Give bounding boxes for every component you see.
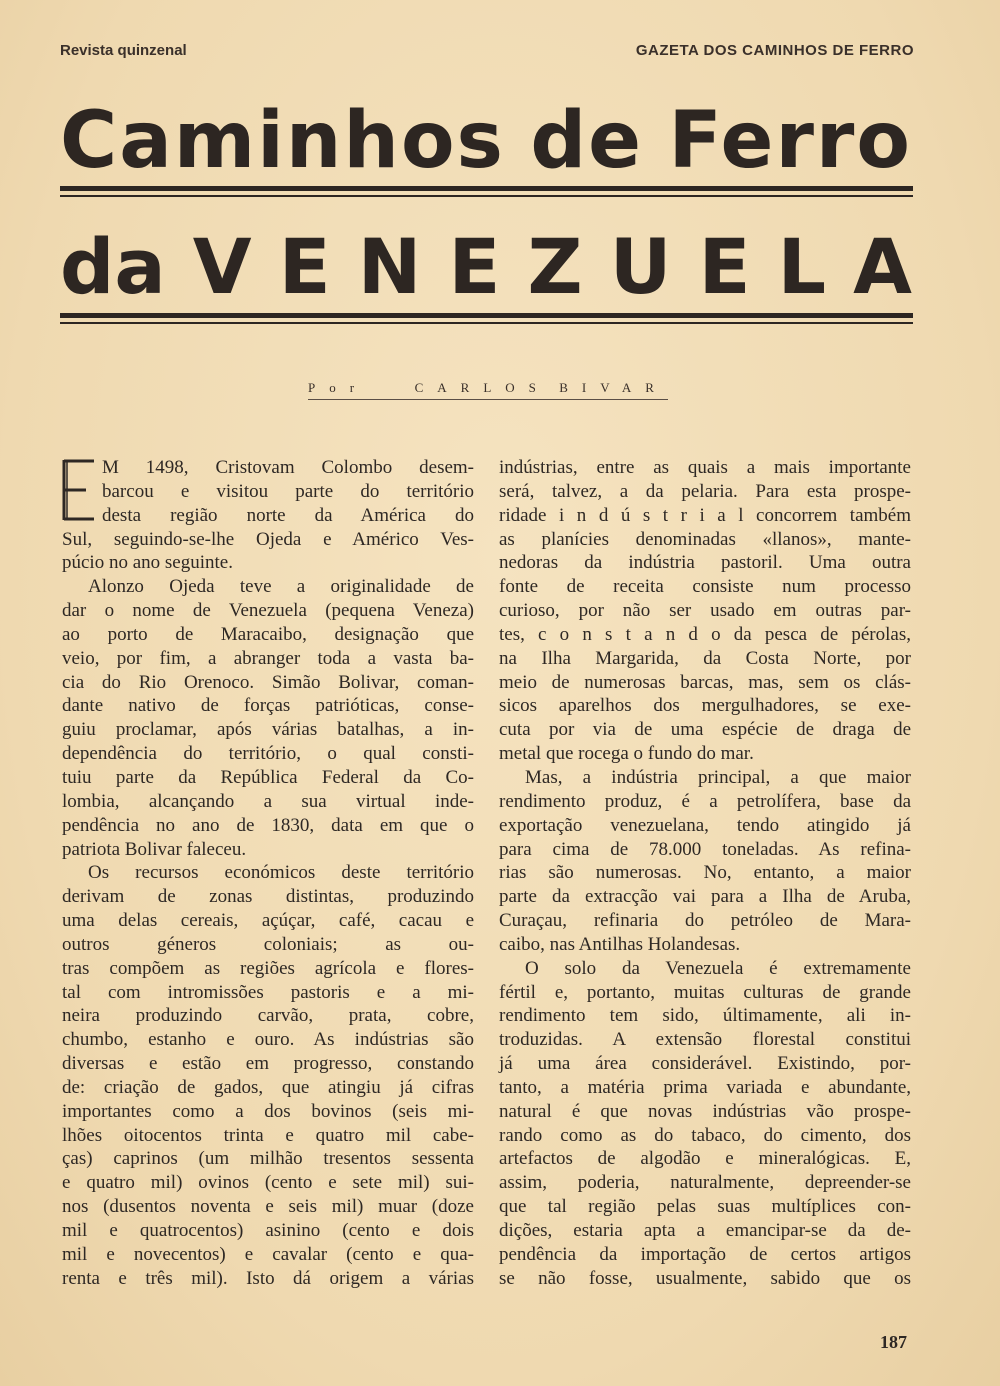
text-line: O solo da Venezuela é extremamente xyxy=(525,957,911,979)
text-line: lhões oitocentos trinta e quatro mil cabe- xyxy=(62,1124,474,1146)
byline-author-first: CARLOS xyxy=(414,380,550,395)
text-line: dar o nome de Venezuela (pequena Veneza) xyxy=(62,600,474,622)
text-line: veio, por fim, a abranger toda a vasta ba- xyxy=(62,647,474,669)
page-number: 187 xyxy=(880,1332,907,1352)
title-word: de xyxy=(530,96,644,186)
text-line: troduzidas. A extensão florestal constitui xyxy=(499,1029,911,1051)
text-line: cia do Rio Orenoco. Simão Bolivar, coman- xyxy=(62,671,474,693)
text-line: de: criação de gados, que atingiu já cifras xyxy=(62,1076,474,1098)
text-line: mil e quatrocentos) asinino (cento e dois xyxy=(62,1220,474,1241)
text-line: indústrias, entre as quais a mais importante xyxy=(499,457,911,478)
text-line: derivam de zonas distintas, produzindo xyxy=(62,886,474,908)
text-line: metal que rocega o fundo do mar. xyxy=(499,743,754,765)
text-line: se não fosse, usualmente, sabido que os xyxy=(499,1267,911,1289)
text-line: Sul, seguindo-se-lhe Ojeda e Américo Ves- xyxy=(62,528,474,550)
text-line: guiu proclamar, após várias batalhas, a in- xyxy=(62,719,474,741)
text-line: patriota Bolivar faleceu. xyxy=(62,838,247,860)
text-line: caibo, nas Antilhas Holandesas. xyxy=(499,933,741,955)
text-line: rando como as do tabaco, do cimento, dos xyxy=(499,1124,911,1146)
byline-author-last: BIVAR xyxy=(559,380,668,395)
text-line: rias são numerosas. No, entanto, a maior xyxy=(499,862,911,884)
text-line: fonte de receita consiste num processo xyxy=(499,576,911,598)
text-line: exportação venezuelana, tendo atingido já xyxy=(499,814,911,836)
title-word: da xyxy=(60,222,166,311)
title-letter: L xyxy=(777,222,827,311)
text-line: e quatro mil) ovinos (cento e sete mil) sui- xyxy=(62,1172,474,1194)
text-line: dependência do território, o qual consti- xyxy=(62,743,474,765)
text-line: barcou e visitou parte do território xyxy=(102,480,474,502)
text-line: dições, estaria apta a emancipar-se da de- xyxy=(499,1220,911,1241)
text-line: tes, c o n s t a n d o da pesca de pérolas, xyxy=(499,623,911,645)
text-line: para cima de 78.000 toneladas. As refina- xyxy=(499,838,911,860)
text-line: que tal região pelas suas multíplices con- xyxy=(499,1196,911,1218)
text-line: ao porto de Maracaibo, designação que xyxy=(62,623,474,645)
text-line: uma delas cereais, açúçar, café, cacau e xyxy=(62,910,474,932)
text-line: M 1498, Cristovam Colombo desem- xyxy=(102,457,474,478)
text-line: chumbo, estanho e ouro. As indústrias são xyxy=(62,1029,474,1051)
text-line: as planícies denominadas «llanos», mante- xyxy=(499,528,911,550)
text-line: Alonzo Ojeda teve a originalidade de xyxy=(88,576,474,598)
text-line: púcio no ano seguinte. xyxy=(62,552,233,574)
title-letter: Z xyxy=(527,222,583,311)
text-line: pendência da importação de certos artigos xyxy=(499,1243,911,1265)
running-header-left: Revista quinzenal xyxy=(60,42,187,59)
text-line: na Ilha Margarida, da Costa Norte, por xyxy=(499,647,911,669)
text-line: renta e três mil). Isto dá origem a várias xyxy=(62,1267,474,1289)
title-word: Ferro xyxy=(668,96,912,186)
text-line: ridade i n d ú s t r i a l concorrem também xyxy=(499,504,911,526)
text-line: parte da extracção vai para a Ilha de Aruba, xyxy=(499,886,911,908)
title-letter: A xyxy=(853,222,912,311)
text-line: mil e novecentos) e cavalar (cento e qua- xyxy=(62,1243,474,1265)
text-line: nedoras da indústria pastoril. Uma outra xyxy=(499,552,911,574)
text-column-right xyxy=(499,456,911,1291)
text-line: rendimento tem sido, últimamente, ali in- xyxy=(499,1005,911,1027)
text-line: diversas e estão em progresso, constando xyxy=(62,1053,474,1075)
text-line: nos (dusentos noventa e seis mil) muar (doze xyxy=(62,1196,474,1218)
text-line: dante nativo de forças patrióticas, conse- xyxy=(62,695,474,717)
text-line: já uma área considerável. Existindo, por- xyxy=(499,1053,911,1075)
byline-spacer xyxy=(377,380,405,396)
title-divider-bottom xyxy=(60,313,913,324)
text-line: Mas, a indústria principal, a que maior xyxy=(525,766,911,788)
text-line: cuta por via de uma espécie de draga de xyxy=(499,719,911,741)
text-line: assim, poderia, naturalmente, depreender-se xyxy=(499,1172,911,1194)
byline xyxy=(308,380,668,400)
text-line: ças) caprinos (um milhão tresentos sessenta xyxy=(62,1148,474,1170)
text-column-left xyxy=(62,456,474,1291)
text-line: tanto, a matéria prima variada e abundante, xyxy=(499,1076,911,1098)
text-line: natural é que novas indústrias vão prospe- xyxy=(499,1100,911,1122)
title-letter: V xyxy=(192,222,252,311)
text-line: importantes como a dos bovinos (seis mi- xyxy=(62,1100,474,1122)
title-letter: E xyxy=(698,222,751,311)
dropcap-e xyxy=(60,458,96,522)
text-line: tal com intromissões pastoris e a mi- xyxy=(62,981,474,1003)
article-title-line-1 xyxy=(60,96,912,186)
text-line: Curaçau, refinaria do petróleo de Mara- xyxy=(499,910,911,932)
text-line: fértil e, portanto, muitas culturas de grande xyxy=(499,981,911,1003)
text-line: pendência no ano de 1830, data em que o xyxy=(62,814,474,836)
text-line: neira produzindo carvão, prata, cobre, xyxy=(62,1005,474,1027)
title-divider-top xyxy=(60,186,913,197)
text-line: artefactos de algodão e mineralógicas. E, xyxy=(499,1148,911,1170)
text-line: será, talvez, a da pelaria. Para esta prospe- xyxy=(499,480,911,502)
text-line: lombia, alcançando a sua virtual inde- xyxy=(62,790,474,812)
text-line: desta região norte da América do xyxy=(102,504,474,526)
text-line: Os recursos económicos deste território xyxy=(88,862,474,884)
article-title-line-2 xyxy=(60,222,912,312)
text-line: rendimento produz, é a petrolífera, base da xyxy=(499,790,911,812)
title-letter: N xyxy=(357,222,422,311)
title-letter: U xyxy=(609,222,672,311)
byline-prefix: Por xyxy=(308,380,369,395)
title-letter: E xyxy=(278,222,331,311)
running-header-right: GAZETA DOS CAMINHOS DE FERRO xyxy=(635,42,914,59)
text-line: sicos aparelhos dos mergulhadores, se exe- xyxy=(499,695,911,717)
text-line: tras compõem as regiões agrícola e flores- xyxy=(62,957,474,979)
title-letter: E xyxy=(448,222,501,311)
text-line: outros géneros coloniais; as ou- xyxy=(62,933,474,955)
text-line: curioso, por não ser usado em outras par- xyxy=(499,600,911,622)
text-line: meio de numerosas barcas, mas, sem os clás- xyxy=(499,671,911,693)
text-line: tuiu parte da República Federal da Co- xyxy=(62,766,474,788)
title-word: Caminhos xyxy=(60,96,505,186)
